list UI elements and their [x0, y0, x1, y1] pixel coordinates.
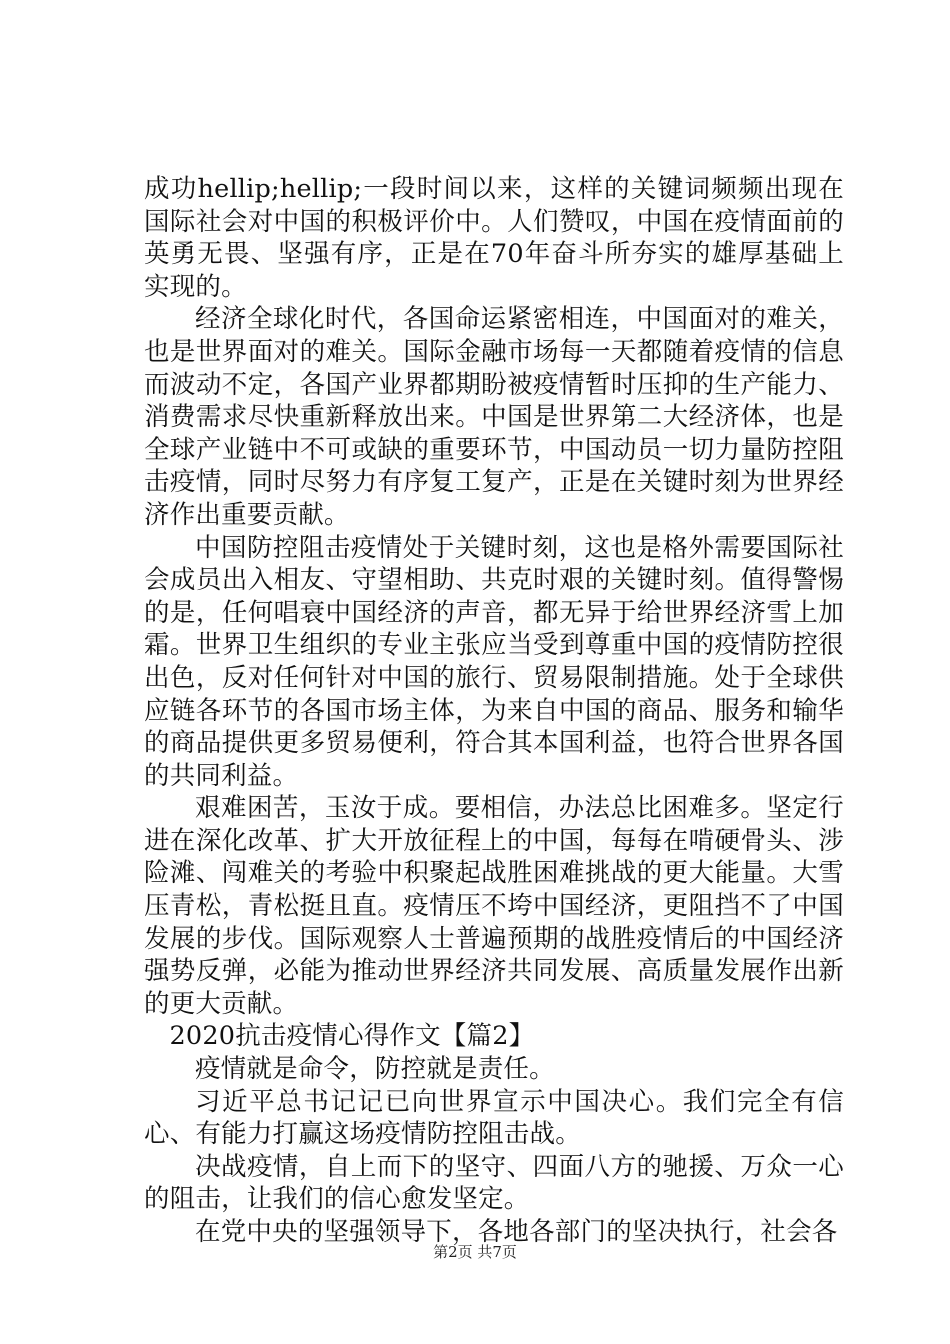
section-heading: 2020抗击疫情心得作文【篇2】 [169, 1021, 535, 1052]
paragraph-1: 成功hellip;hellip;一段时间以来，这样的关键词频频出现在国际社会对中国的积极评价中。人们赞叹，中国在疫情面前的英勇无畏、坚强有序，正是在70年奋斗所夯实的雄厚基础上实现的。 [144, 174, 844, 302]
page-number-footer: 第2页 共7页 [433, 1243, 517, 1261]
paragraph-7: 决战疫情，自上而下的坚守、四面八方的驰援、万众一心的阻击，让我们的信心愈发坚定。 [144, 1151, 844, 1215]
paragraph-5: 疫情就是命令，防控就是责任。 [195, 1054, 555, 1085]
paragraph-4: 艰难困苦，玉汝于成。要相信，办法总比困难多。坚定行进在深化改革、扩大开放征程上的中国，每每在啃硬骨头、涉险滩、闯难关的考验中积聚起战胜困难挑战的更大能量。大雪压青松，青松挺且直。疫情压不垮中国经济，更阻挡不了中国发展的步伐。国际观察人士普遍预期的战胜疫情后的中国经济强势反弹，必能为推动世界经济共同发展、高质量发展作出新的更大贡献。 [144, 793, 844, 1019]
paragraph-3: 中国防控阻击疫情处于关键时刻，这也是格外需要国际社会成员出入相友、守望相助、共克时艰的关键时刻。值得警惕的是，任何唱衰中国经济的声音，都无异于给世界经济雪上加霜。世界卫生组织的专业主张应当受到尊重中国的疫情防控很出色，反对任何针对中国的旅行、贸易限制措施。处于全球供应链各环节的各国市场主体，为来自中国的商品、服务和输华的商品提供更多贸易便利，符合其本国利益，也符合世界各国的共同利益。 [144, 532, 844, 791]
document-body [144, 173, 844, 1249]
paragraph-6: 习近平总书记记已向世界宣示中国决心。我们完全有信心、有能力打赢这场疫情防控阻击战。 [144, 1086, 844, 1150]
paragraph-8: 在党中央的坚强领导下，各地各部门的坚决执行，社会各 [195, 1217, 838, 1247]
paragraph-2: 经济全球化时代，各国命运紧密相连，中国面对的难关，也是世界面对的难关。国际金融市场每一天都随着疫情的信息而波动不定，各国产业界都期盼被疫情暂时压抑的生产能力、消费需求尽快重新释放出来。中国是世界第二大经济体，也是全球产业链中不可或缺的重要环节，中国动员一切力量防控阻击疫情，同时尽努力有序复工复产，正是在关键时刻为世界经济作出重要贡献。 [144, 304, 844, 530]
